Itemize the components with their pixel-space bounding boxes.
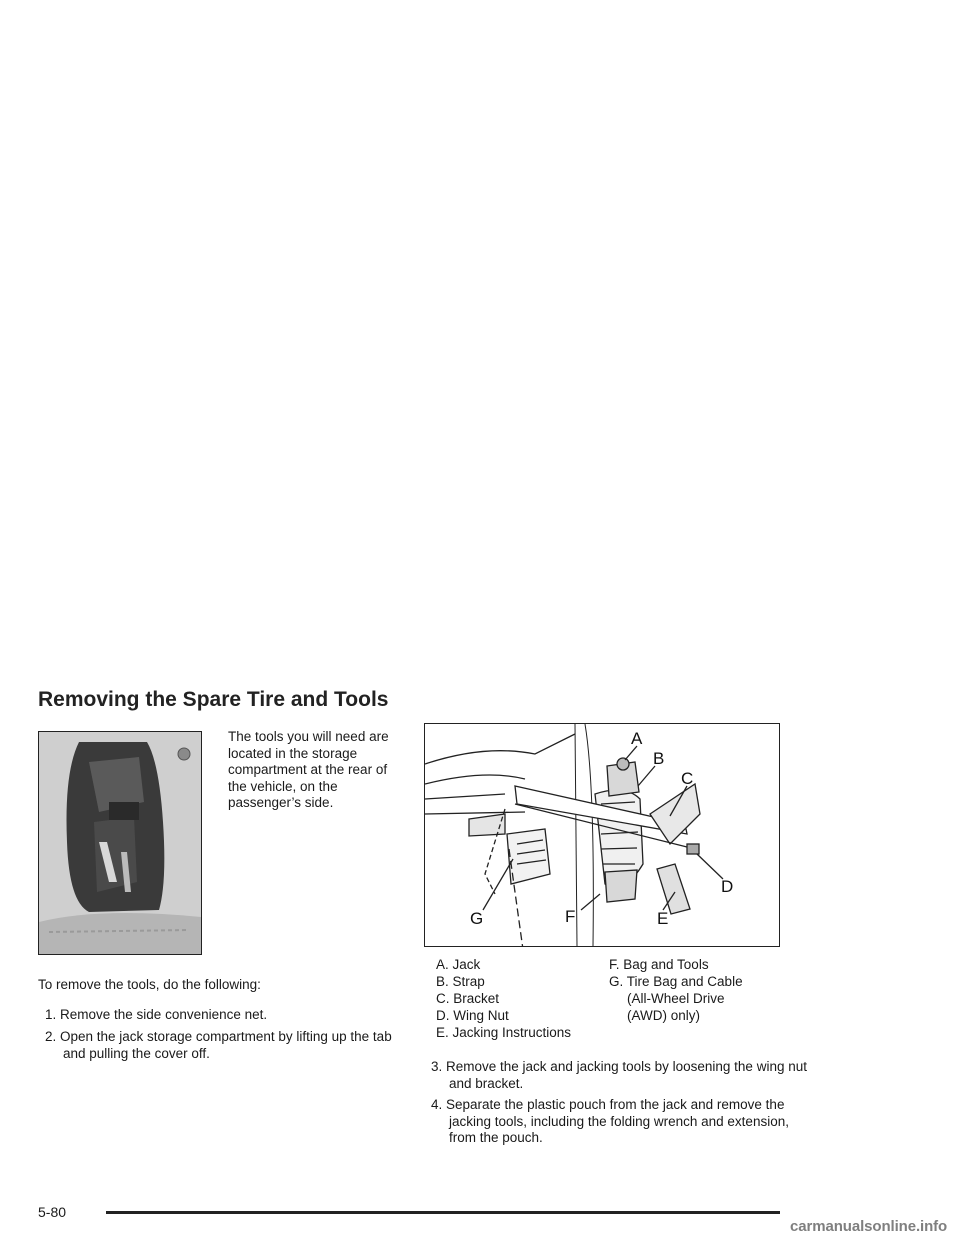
jack-diagram bbox=[424, 723, 780, 947]
instructions-lead: To remove the tools, do the following: bbox=[38, 977, 261, 992]
step-4: 4. Separate the plastic pouch from the jack and remove the jacking tools, including the folding wrench and extension, from the pouch. bbox=[431, 1097, 789, 1145]
diagram-legend-right bbox=[609, 956, 784, 1024]
callout-d: D bbox=[721, 877, 734, 896]
section-title: Removing the Spare Tire and Tools bbox=[38, 688, 389, 711]
intro-paragraph: The tools you will need are located in the storage compartment at the rear of the vehicle, on the passenger’s side. bbox=[228, 729, 389, 810]
callout-g: G bbox=[470, 909, 484, 928]
step-1: 1. Remove the side convenience net. bbox=[45, 1007, 268, 1022]
step-2: 2. Open the jack storage compartment by lifting up the tab and pulling the cover off. bbox=[45, 1029, 392, 1061]
legend-item-a: A. Jack bbox=[436, 957, 481, 972]
legend-item-e: E. Jacking Instructions bbox=[436, 1025, 572, 1040]
callout-a: A bbox=[631, 729, 643, 748]
legend-item-g: G. Tire Bag and Cable (All-Wheel Drive (AWD) only) bbox=[609, 974, 743, 1023]
callout-f: F bbox=[565, 907, 576, 926]
page-number: 5-80 bbox=[38, 1204, 67, 1220]
legend-item-d: D. Wing Nut bbox=[436, 1008, 509, 1023]
legend-item-c: C. Bracket bbox=[436, 991, 500, 1006]
legend-item-f: F. Bag and Tools bbox=[609, 957, 709, 972]
legend-item-b: B. Strap bbox=[436, 974, 485, 989]
callout-c: C bbox=[681, 769, 694, 788]
step-3: 3. Remove the jack and jacking tools by loosening the wing nut and bracket. bbox=[431, 1059, 807, 1091]
watermark: carmanualsonline.info bbox=[790, 1218, 948, 1235]
footer-rule bbox=[106, 1211, 780, 1214]
storage-compartment-photo bbox=[38, 731, 202, 955]
callout-e: E bbox=[657, 909, 669, 928]
diagram-legend-left bbox=[436, 956, 606, 1041]
callout-b: B bbox=[653, 749, 665, 768]
